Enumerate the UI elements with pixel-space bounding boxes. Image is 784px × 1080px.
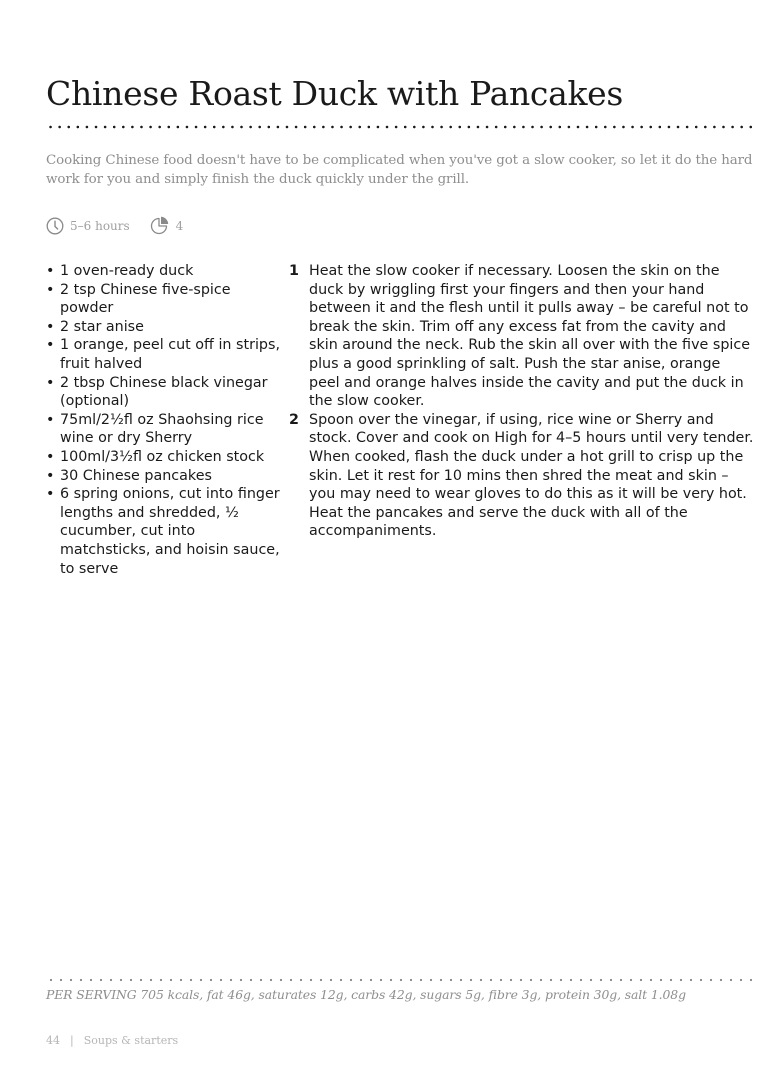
step-number: 1 <box>289 263 299 279</box>
pie-chart-icon <box>150 216 170 235</box>
clock-icon <box>46 217 64 235</box>
page-footer <box>46 1034 178 1047</box>
cooking-time-value: 5–6 hours <box>70 218 130 233</box>
ingredients-list <box>46 262 281 578</box>
ingredient-item: • 2 tbsp Chinese black vinegar (optional) <box>46 374 268 410</box>
ingredient-item: • 100ml/3½fl oz chicken stock <box>46 448 265 465</box>
bullet: • <box>46 318 55 335</box>
ingredient-item: • 2 star anise <box>46 318 144 335</box>
servings <box>150 216 184 235</box>
bullet: • <box>46 263 55 279</box>
step-number: 2 <box>289 411 299 428</box>
step-text: Heat the slow cooker if necessary. Loosen the skin on the duck by wriggling first your fingers and then your hand between it and the flesh until it pulls away – be careful not to break the skin. Trim off any excess fat from the cavity and skin around the neck. Rub the skin all over with the five spice plus a good sprinkling of salt. Push the star anise, orange peel and orange halves inside the cavity and put the duck in the slow cooker. <box>309 263 751 410</box>
bullet: • <box>46 337 55 354</box>
bullet: • <box>46 467 55 484</box>
bullet: • <box>46 411 55 428</box>
method-steps <box>289 262 754 541</box>
method-step <box>289 262 754 411</box>
nutrition-dotted-divider <box>46 978 752 982</box>
page-number: 44 <box>46 1034 60 1047</box>
bullet: • <box>46 486 55 503</box>
servings-value: 4 <box>175 218 184 233</box>
ingredient-item: • 6 spring onions, cut into finger lengths and shredded, ½ cucumber, cut into matchsticks, and hoisin sauce, to serve <box>46 486 280 577</box>
recipe-title: Chinese Roast Duck with Pancakes <box>46 74 624 113</box>
method-step <box>289 411 754 541</box>
footer-separator: | <box>70 1034 74 1047</box>
recipe-meta <box>46 216 183 235</box>
ingredient-item: • 75ml/2½fl oz Shaohsing rice wine or dry Sherry <box>46 411 264 447</box>
bullet: • <box>46 281 55 298</box>
title-dotted-divider <box>46 125 752 129</box>
bullet: • <box>46 448 55 465</box>
ingredient-item: • 1 oven-ready duck <box>46 263 194 279</box>
ingredient-item: • 30 Chinese pancakes <box>46 467 212 484</box>
bullet: • <box>46 374 55 391</box>
recipe-intro: Cooking Chinese food doesn't have to be complicated when you've got a slow cooker, so let it do the hard work for you and simply finish the duck quickly under the grill. <box>46 153 753 187</box>
nutrition-info: PER SERVING 705 kcals, fat 46g, saturates 12g, carbs 42g, sugars 5g, fibre 3g, protein 30g, salt 1.08g <box>46 987 686 1002</box>
step-text: Spoon over the vinegar, if using, rice wine or Sherry and stock. Cover and cook on High for 4–5 hours until very tender. When cooked, flash the duck under a hot grill to crisp up the skin. Let it rest for 10 mins then shred the meat and skin – you may need to wear gloves to do this as it will be very hot. Heat the pancakes and serve the duck with all of the accompaniments. <box>309 411 754 540</box>
section-name: Soups & starters <box>83 1034 179 1047</box>
cooking-time <box>46 217 130 235</box>
ingredient-item: • 2 tsp Chinese five-spice powder <box>46 281 231 317</box>
ingredient-item: • 1 orange, peel cut off in strips, fruit halved <box>46 337 280 372</box>
